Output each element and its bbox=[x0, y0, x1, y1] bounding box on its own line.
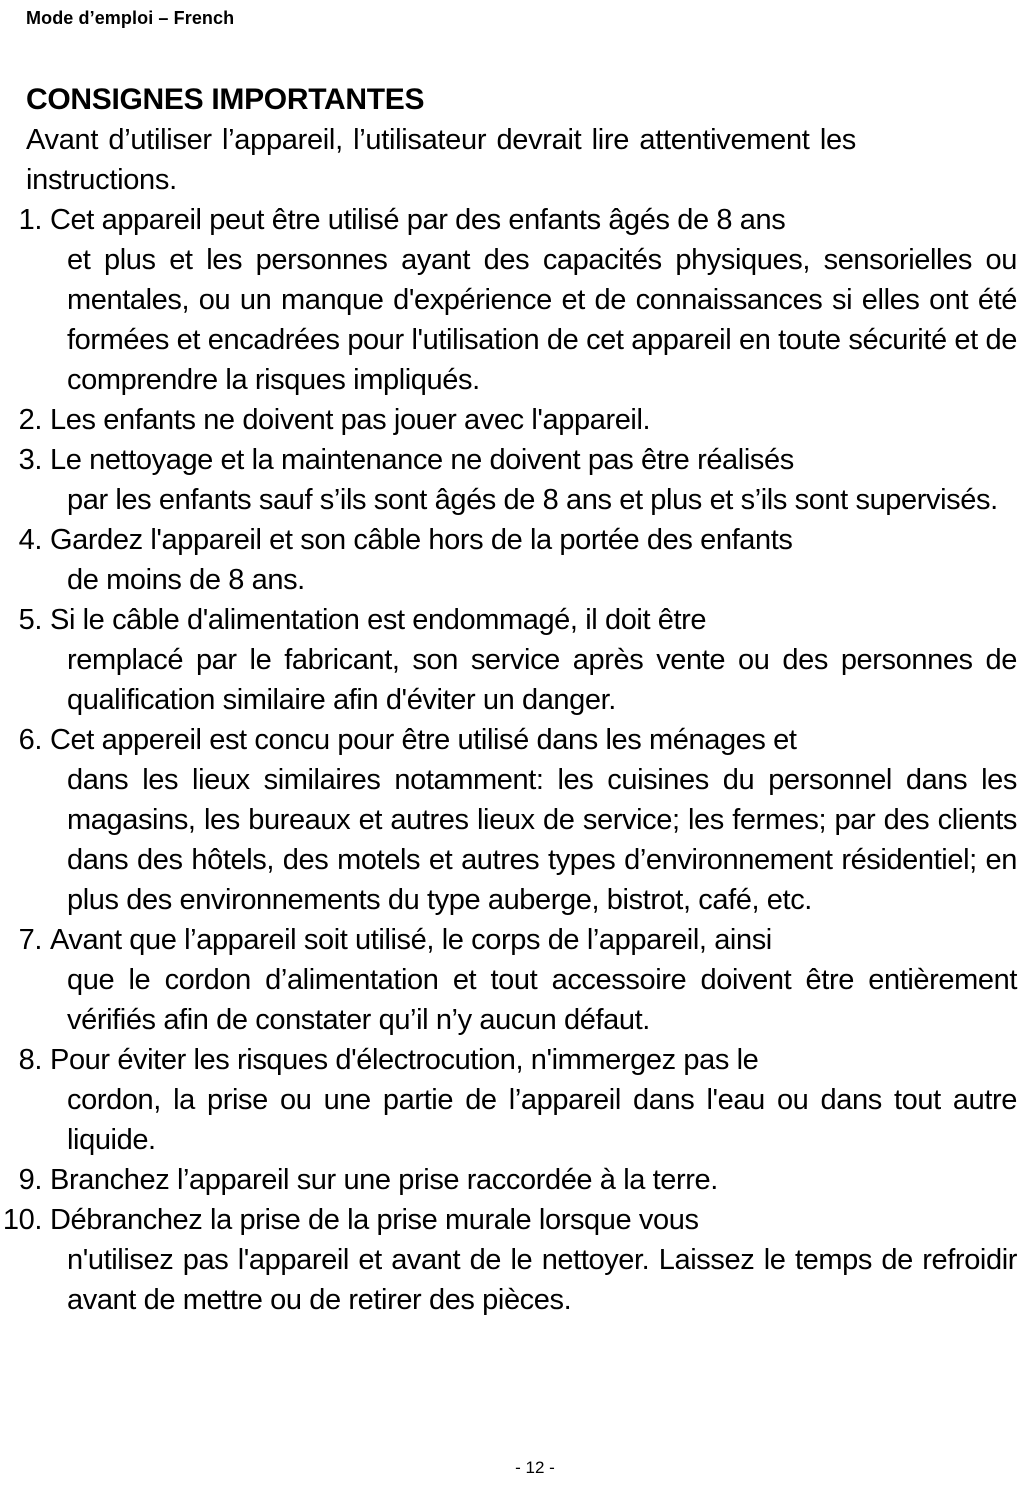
list-number: 1. bbox=[18, 204, 42, 236]
list-number: 7. bbox=[18, 924, 42, 956]
list-item-text: que le cordon d’alimentation et tout accessoire doivent être entièrement vérifiés afin de constater qu’il n’y aucun défaut. bbox=[67, 964, 1017, 1036]
list-item-first-line: Gardez l'appareil et son câble hors de la portée des enfants bbox=[50, 524, 793, 556]
list-number: 9. bbox=[18, 1164, 42, 1196]
list-item-first-line: Avant que l’appareil soit utilisé, le corps de l’appareil, ainsi bbox=[50, 924, 772, 956]
list-item-3 bbox=[0, 440, 1029, 520]
list-item-5 bbox=[0, 600, 1029, 720]
list-item-text: par les enfants sauf s’ils sont âgés de 8 ans et plus et s’ils sont supervisés. bbox=[67, 484, 998, 516]
list-item-1 bbox=[0, 200, 1029, 400]
list-item-6 bbox=[0, 720, 1029, 920]
list-item-first-line: Cet appareil peut être utilisé par des enfants âgés de 8 ans bbox=[50, 204, 786, 236]
list-item-first-line: Branchez l’appareil sur une prise raccordée à la terre. bbox=[50, 1164, 718, 1196]
list-item-9 bbox=[0, 1160, 1029, 1200]
list-number: 4. bbox=[18, 524, 42, 556]
list-item-10 bbox=[0, 1200, 1029, 1320]
list-item-text: de moins de 8 ans. bbox=[67, 564, 305, 596]
intro-paragraph: Avant d’utiliser l’appareil, l’utilisateur devrait lire attentivement les instructions. bbox=[26, 124, 856, 196]
list-number: 5. bbox=[18, 604, 42, 636]
list-item-first-line: Pour éviter les risques d'électrocution, n'immergez pas le bbox=[50, 1044, 759, 1076]
list-item-8 bbox=[0, 1040, 1029, 1160]
list-number: 8. bbox=[18, 1044, 42, 1076]
list-item-2 bbox=[0, 400, 1029, 440]
document-content bbox=[0, 80, 1029, 1320]
page-header: Mode d’emploi – French bbox=[26, 8, 235, 28]
list-item-text: n'utilisez pas l'appareil et avant de le nettoyer. Laissez le temps de refroidir avant de mettre ou de retirer des pièces. bbox=[67, 1244, 1017, 1316]
list-number: 6. bbox=[18, 724, 42, 756]
list-item-7 bbox=[0, 920, 1029, 1040]
page-number: - 12 - bbox=[515, 1458, 555, 1477]
list-item-first-line: Le nettoyage et la maintenance ne doivent pas être réalisés bbox=[50, 444, 794, 476]
list-item-first-line: Débranchez la prise de la prise murale lorsque vous bbox=[50, 1204, 699, 1236]
list-item-text: remplacé par le fabricant, son service après vente ou des personnes de qualification similaire afin d'éviter un danger. bbox=[67, 644, 1017, 716]
list-number: 10. bbox=[2, 1204, 42, 1236]
list-item-first-line: Si le câble d'alimentation est endommagé, il doit être bbox=[50, 604, 707, 636]
list-item-first-line: Cet appereil est concu pour être utilisé dans les ménages et bbox=[50, 724, 797, 756]
list-item-first-line: Les enfants ne doivent pas jouer avec l'appareil. bbox=[50, 404, 651, 436]
list-item-text: cordon, la prise ou une partie de l’appareil dans l'eau ou dans tout autre liquide. bbox=[67, 1084, 1017, 1156]
list-item-4 bbox=[0, 520, 1029, 600]
list-number: 3. bbox=[18, 444, 42, 476]
list-number: 2. bbox=[18, 404, 42, 436]
section-title: CONSIGNES IMPORTANTES bbox=[26, 83, 425, 116]
list-item-text: dans les lieux similaires notamment: les cuisines du personnel dans les magasins, les bureaux et autres lieux de service; les fermes; par des clients dans des hôtels, des motels et autres types d’environnement résidentiel; en plus des environnements du type auberge, bistrot, café, etc. bbox=[67, 764, 1017, 916]
list-item-text: et plus et les personnes ayant des capacités physiques, sensorielles ou mentales, ou un manque d'expérience et de connaissances si elles ont été formées et encadrées pour l'utilisation de cet appareil en toute sécurité et de comprendre la risques impliqués. bbox=[67, 244, 1017, 396]
instructions-list bbox=[0, 200, 1029, 1320]
